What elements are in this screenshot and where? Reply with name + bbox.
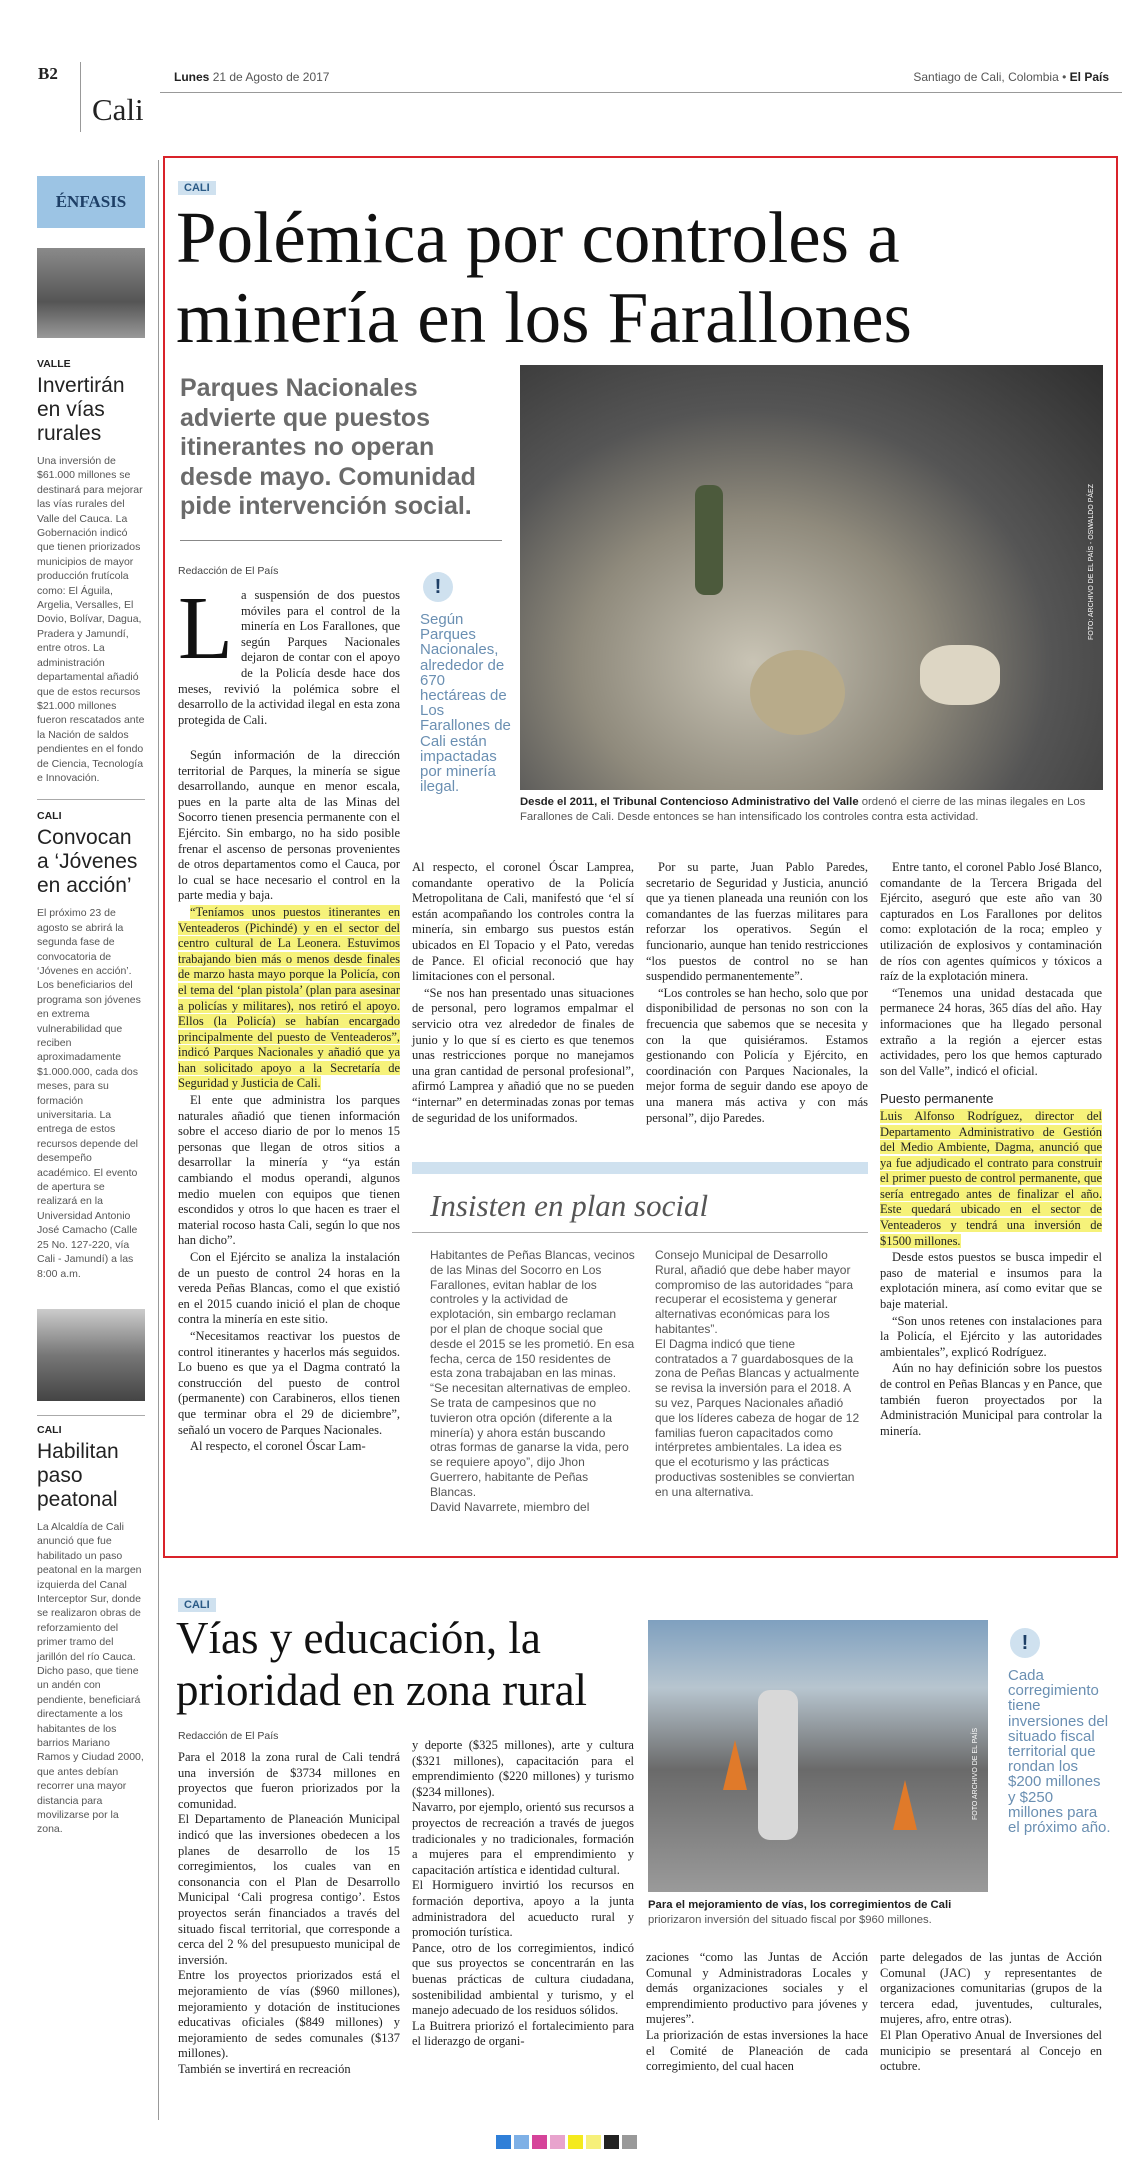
article2-caption — [648, 1898, 988, 1928]
article2-col1: Para el 2018 la zona rural de Cali tendrá una inversión de $3734 millones en proyectos que fueron priorizados por la comunidad. El Departamento de Planeación Municipal indicó que las inversiones obedecen a los planes de desarrollo de los 15 corregimientos, los cuales van en consonancia con el Plan de Desarrollo Municipal ‘Cali progresa contigo’. Estos proyectos serán financiados a través del situado fiscal territorial, que corresponde a cerca del 2 % del presupuesto municipal de inversión. Entre los proyectos priorizados está el mejoramiento de vías ($960 millones), mejoramiento y dotación de instituciones educativas oficiales ($849 millones) y mejoramiento de sedes comunales ($137 millones). También se invertirá en recreación — [178, 1750, 400, 2076]
paragraph: Aún no hay definición sobre los puestos de control en Peñas Blancas y en Pance, que también fueron proyectados por la Administración Municipal para controlar la minería. — [880, 1361, 1102, 1438]
header-rule — [160, 92, 1122, 93]
page-number: B2 — [38, 64, 58, 83]
caption-bold: Para el mejoramiento de vías, los corregimientos de Cali — [648, 1899, 952, 1911]
article2-col2: y deporte ($325 millones), arte y cultura ($321 millones), capacitación para el emprendimiento ($220 millones) y turismo ($234 millones). Navarro, por ejemplo, orientó sus recursos a proyectos de recreación a través de juegos tradicionales y no tradicionales, formación a mujeres para el emprendimiento y capacitación artística e identidad cultural. El Hormiguero invirtió los recursos en formación deportiva, apoyo a la junta administradora del acueducto rural y promoción turística. Pance, otro de los corregimientos, indicó que sus proyectos se concentrarán en las buenas prácticas de cultura ciudadana, sostenibilidad ambiental y turismo, y el manejo adecuado de los residuos sólidos. La Buitrera priorizó el fortalecimiento para el liderazgo de organi- — [412, 1738, 634, 2049]
article1-headline: Polémica por controles a minería en los Farallones — [176, 197, 912, 358]
paragraph: Desde estos puestos se busca impedir el paso de material e insumos para la explotación minera, así como evitar que se baje material. — [880, 1250, 1102, 1312]
paragraph: Al respecto, el coronel Óscar Lamprea, comandante operativo de la Policía Metropolitana de Cali, manifestó que ‘el sí están acompañando los controles contra la minería, sin embargo sus puestos están ubicados en El Topacio y el Pato, veredas de Pance. El oficial reconoció que hay limitaciones con el personal. — [412, 860, 634, 984]
sidebar-item-text: La Alcaldía de Cali anunció que fue habilitado un paso peatonal en la margen izquierda del Canal Interceptor Sur, donde se realizaron obras de reforzamiento del primer tramo del jarillón del río Cauca. Dicho paso, que tiene un andén con pendiente, beneficiará directamente a los habitantes de los barrios Mariano Ramos y Ciudad 2000, que antes debían recorrer una mayor distancia para movilizarse por la zona. — [37, 1520, 144, 1836]
article2-tag — [178, 1593, 216, 1612]
sidebar-photo-2 — [37, 1309, 145, 1401]
swatch — [568, 2135, 583, 2149]
sidebar-divider — [37, 1415, 145, 1416]
swatch — [532, 2135, 547, 2149]
sidebar-divider — [37, 799, 145, 800]
article1-deck: Parques Nacionales advierte que puestos itinerantes no operan desde mayo. Comunidad pide intervención social. — [180, 374, 476, 520]
photo-soldier — [695, 485, 723, 595]
sidebar-item-text: Una inversión de $61.000 millones se destinará para mejorar las vías rurales del Valle del Cauca. La Gobernación indicó que tienen priorizados municipios de mayor producción frutícola como: El Águila, Argelia, Versalles, El Dovio, Bolívar, Dagua, Pradera y Jamundí, entre otros. La administración departamental añadió que de estos recursos $21.000 millones fueron rescatados ante la Nación de saldos pendientes en el fondo de Ciencia, Tecnología e Innovación. — [37, 455, 145, 784]
paragraph: Entre tanto, el coronel Pablo José Blanco, comandante de la Tercera Brigada del Ejército, aseguró que este año van 30 capturados en Los Farallones por delitos como: explotación de la roca; empleo y utilización de explosivos y contaminación de ríos con agentes químicos y tóxicos a raíz de la explotación minera. — [880, 860, 1102, 984]
article2-fact-text: Cada corregimiento tiene inversiones del situado fiscal territorial que rondan los $200 millones y $250 millones para el próximo año. — [1008, 1667, 1111, 1837]
sidebar-item-headline: Habilitan paso peatonal — [37, 1439, 119, 1511]
sidebar-title-box — [37, 176, 145, 228]
print-color-bar — [496, 2135, 637, 2149]
swatch — [604, 2135, 619, 2149]
swatch — [622, 2135, 637, 2149]
swatch — [586, 2135, 601, 2149]
swatch — [514, 2135, 529, 2149]
photo-worker — [758, 1690, 798, 1840]
subhead: Puesto permanente — [880, 1091, 994, 1107]
photo-credit: FOTO: ARCHIVO DE EL PAÍS - OSWALDO PÁEZ — [1088, 484, 1095, 640]
sidebox-top-bar — [412, 1162, 868, 1174]
paragraph: “Tenemos una unidad destacada que permanece 24 horas, 365 días del año. Hay informaciones que ha llegado personal extraño a la región a ejercer estas actividades, pero los que hemos capturado son del Valle”, indicó el oficial. — [880, 985, 1102, 1078]
article1-lead — [178, 579, 400, 728]
exclamation-icon: ! — [1021, 1631, 1029, 1654]
article1-caption — [520, 795, 1103, 825]
fact-icon — [1010, 1628, 1040, 1658]
sidebox-title: Insisten en plan social — [430, 1188, 709, 1223]
fact-text: Según Parques Nacionales, alrededor de 670 hectáreas de Los Farallones de Cali están impactadas por minería ilegal. — [420, 611, 511, 796]
header-location-text: Santiago de Cali, Colombia • — [913, 70, 1067, 84]
highlighted-quote: “Teníamos unos puestos itinerantes en Venteaderos (Pichindé) y en el sector del centro cultural de La Leonera. Estuvimos trabajando bien más o menos desde finales de marzo hasta mayo porque la Policía, con el tema del ‘plan pistola’ (plan para asesinar a policías y militares), nos retiró el apoyo. Ellos (la Policía) se habían encargado principalmente del puesto de Venteaderos”, indicó Parques Nacionales y añadió que ya han solicitado apoyo a la Secretaría de Seguridad y Justicia de Cali. — [178, 904, 400, 1091]
article1-col2 — [412, 860, 634, 1127]
photo-barrel — [750, 650, 845, 735]
tag-label: CALI — [178, 181, 216, 195]
sidebar-item — [37, 810, 145, 1281]
header-date-day: Lunes — [174, 70, 210, 84]
fact-icon — [423, 572, 453, 602]
photo-cone — [893, 1780, 917, 1830]
caption-rest: ordenó el cierre de las minas ilegales en Los Farallones de Cali. Desde entonces se han intensificado los controles contra esta actividad. — [520, 796, 1086, 823]
sidebar-item-tag: CALI — [37, 1423, 62, 1436]
paragraph: “Se nos han presentado unas situaciones de personal, pero logramos empalmar el servicio otra vez alrededor de finales de junio y lo que sí es cierto es que tenemos unas restricciones porque no manejamos una gran cantidad de personal profesional”, afirmó Lamprea y añadió que no se pueden “internar” en determinadas zonas por temas de seguridad de los uniformados. — [412, 985, 634, 1125]
lead-text: a suspensión de dos puestos móviles para el control de la minería en Los Farallones, que según Parques Nacionales dejaron de contar con el apoyo de la Policía desde hace dos meses, revivió la polémica sobre el desarrollo de la actividad ilegal en esta zona protegida de Cali. — [178, 588, 400, 727]
swatch — [496, 2135, 511, 2149]
paragraph: Al respecto, el coronel Óscar Lam- — [190, 1439, 366, 1454]
swatch — [550, 2135, 565, 2149]
drop-cap: L — [178, 579, 233, 678]
article2-headline: Vías y educación, la prioridad en zona rural — [176, 1613, 588, 1715]
section-title: Cali — [92, 92, 144, 127]
header-date — [174, 70, 329, 84]
sidebar-column-rule — [158, 160, 159, 2120]
header-rule-left — [80, 62, 81, 132]
article2-col4: parte delegados de las juntas de Acción Comunal (JAC) y representantes de organizaciones comunitarias (grupos de la tercera edad, juventudes, culturales, mujeres, afro, entre otras). El Plan Operativo Anual de Inversiones del municipio se presentará al Concejo en octubre. — [880, 1950, 1102, 2074]
sidebar-item — [37, 358, 145, 785]
sidebar-item — [37, 1424, 145, 1837]
paragraph: “Los controles se han hecho, solo que por disponibilidad de personas no son con la frecuencia que sabemos que se necesita y con la que quisiéramos. Estamos gestionando con Policía y Ejército, en coordinación con Parques Nacionales, la mejor forma de seguir dando ese apoyo de una manera más activa y con más personal”, dijo Paredes. — [646, 985, 868, 1125]
photo-cone — [723, 1740, 747, 1790]
photo-barrel — [920, 645, 1000, 705]
sidebar-photo-1 — [37, 248, 145, 338]
sidebar — [37, 176, 145, 1837]
header-date-rest: 21 de Agosto de 2017 — [212, 70, 330, 84]
article1-col3 — [646, 860, 868, 1127]
deck-rule — [180, 540, 502, 541]
sidebar-item-headline: Convocan a ‘Jóvenes en acción’ — [37, 826, 138, 898]
article1-col1 — [178, 748, 400, 1456]
paragraph: El ente que administra los parques naturales añadió que tienen información sobre el acceso diario de por lo menos 15 personas que llegan de otros sitios a desarrollar la minería y “ya están cambiando el modus operandi, algunos medio muelen con equipos que tienen escondidos y otros lo que hacen es traer el material rocoso hasta Cali, según lo que nos han dicho”. — [178, 1093, 400, 1248]
sidebox-col2: Consejo Municipal de Desarrollo Rural, añadió que debe haber mayor compromiso de las autoridades “para recuperar el ecosistema y generar alternativas económicas para los habitantes”. El Dagma indicó que tiene contratados a 7 guardabosques de la zona de Peñas Blancas y actualmente se revisa la inversión para el 2018. A su vez, Parques Nacionales añadió que los líderes cabeza de hogar de 12 familias fueron capacitados como intérpretes ambientales. La idea es que el ecoturismo y las prácticas productivas sostenibles se conviertan en una alternativa. — [655, 1248, 860, 1499]
article2-col3: zaciones “como las Juntas de Acción Comunal y Administradoras Locales y demás organizaciones sociales y el emprendimiento productivo para jóvenes y mujeres”. La priorización de estas inversiones la hace el Comité de Planeación de cada corregimiento, del cual hacen — [646, 1950, 868, 2074]
paragraph: “Son unos retenes con instalaciones para la Policía, el Ejército y las autoridades ambientales”, explicó Rodríguez. — [880, 1313, 1102, 1359]
sidebar-title: ÉNFASIS — [55, 192, 127, 211]
sidebar-item-tag: CALI — [37, 810, 62, 823]
article1-photo — [520, 365, 1103, 790]
tag-label: CALI — [178, 1598, 216, 1612]
article1-col4 — [880, 860, 1102, 1440]
paragraph: Según información de la dirección territorial de Parques, la minería se sigue desarrollando, aunque en menor escala, pues en la parte alta de las Minas del Socorro tienen presencia permanente con el Ejército. Sin embargo, no ha sido posible frenar el ascenso de personas provenientes de otros departamentos como el Cauca, por lo cual se hace necesario el control en la parte media y baja. — [178, 748, 400, 903]
sidebox-col1: Habitantes de Peñas Blancas, vecinos de las Minas del Socorro en Los Farallones, evitan hablar de los controles y la actividad de explotación, sin embargo reclaman por el plan de choque social que desde el 2015 se les prometió. En esa fecha, cerca de 150 residentes de esta zona trabajaban en las minas. “Se necesitan alternativas de empleo. Se trata de campesinos que no tuvieron otra opción (diferente a la minería) y ahora están buscando otras formas de ganarse la vida, pero se requiere apoyo”, dijo Jhon Guerrero, habitante de Peñas Blancas. David Navarrete, miembro del — [430, 1248, 635, 1514]
sidebar-item-text: El próximo 23 de agosto se abrirá la segunda fase de convocatoria de ‘Jóvenes en acción’. Los beneficiarios del programa son jóvenes en extrema vulnerabilidad que reciben aproximadamente $1.000.000, cada dos meses, para su formación universitaria. La entrega de estos recursos depende del desempeño académico. El evento de apertura se realizará en la Universidad Antonio José Camacho (Calle 25 No. 127-220, vía Cali - Jamundí) a las 8:00 a.m. — [37, 907, 141, 1280]
paragraph-highlighted — [178, 905, 400, 1092]
highlighted-text: Luis Alfonso Rodríguez, director del Departamento Administrativo de Gestión del Medio Ambiente, Dagma, anunció que ya fue adjudicado el contrato para construir el primer puesto de control permanente, que sería entregado antes de finalizar el año. Este quedará ubicado en el sector de Venteaderos y tendrá una inversión de $1500 millones. — [880, 1108, 1102, 1248]
article1-tag — [178, 176, 216, 195]
sidebar-item-headline: Invertirán en vías rurales — [37, 374, 125, 445]
paragraph: Por su parte, Juan Pablo Paredes, secretario de Seguridad y Justicia, anunció que ya tienen planeada una reunión con los comandantes de las fuerzas militares para reforzar los operativos. Según el funcionario, aunque han tenido restricciones “los puestos de control no se han suspendido permanentemente”. — [646, 860, 868, 984]
article2-photo — [648, 1620, 988, 1892]
article1-byline: Redacción de El País — [178, 565, 279, 577]
header-location — [913, 70, 1109, 84]
sidebar-item-tag: VALLE — [37, 358, 71, 370]
paragraph: “Necesitamos reactivar los puestos de control itinerantes y hacerlos más seguidos. Lo bueno es que ya el Dagma contrató la construcción del puesto de control (permanente) con Carabineros, ellos tienen que terminar obra el 29 de diciembre”, señaló un vocero de Parques Nacionales. — [178, 1328, 400, 1437]
sidebox-rule — [412, 1232, 868, 1233]
caption-rest: priorizaron inversión del situado fiscal por $960 millones. — [648, 1914, 932, 1926]
paragraph-highlighted — [880, 1109, 1102, 1249]
caption-bold: Desde el 2011, el Tribunal Contencioso Administrativo del Valle — [520, 796, 859, 808]
article2-byline: Redacción de El País — [178, 1730, 279, 1742]
photo-credit: FOTO ARCHIVO DE EL PAÍS — [972, 1727, 979, 1820]
paragraph: Con el Ejército se analiza la instalación de un puesto de control 24 horas en la vereda Peñas Blancas, como el que existió en el 2015 cuando inició el plan de choque contra la minería en este sitio. — [178, 1250, 400, 1327]
header-paper: El País — [1069, 70, 1109, 84]
exclamation-icon: ! — [434, 575, 442, 598]
